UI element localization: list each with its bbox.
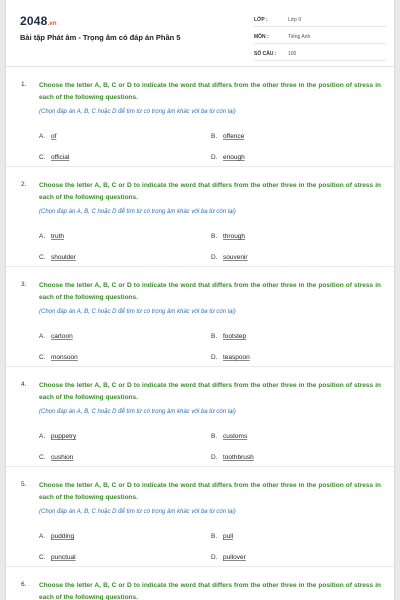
option-label: B. <box>211 133 218 140</box>
option-text: enough <box>223 154 245 161</box>
option-d[interactable] <box>211 154 245 161</box>
meta-row-subject <box>254 31 386 44</box>
option-text: offence <box>223 133 245 140</box>
option-a[interactable] <box>39 133 56 140</box>
option-text: teaspoon <box>223 354 250 361</box>
option-text: cushion <box>51 454 74 461</box>
logo-text: 2048 <box>20 14 48 28</box>
option-text: toothbrush <box>223 454 254 461</box>
question-hint: (Chọn đáp án A, B, C hoặc D để tìm từ có trọng âm khác với ba từ còn lại) <box>39 209 236 215</box>
option-text: cartoon <box>51 333 73 340</box>
question-prompt: Choose the letter A, B, C or D to indicate the word that differs from the other three in the position of stress in each of the following questions. <box>39 282 381 301</box>
document-page <box>6 0 394 600</box>
option-label: C. <box>39 254 46 261</box>
document-header <box>6 0 394 67</box>
option-label: D. <box>211 254 218 261</box>
question-item <box>6 467 394 567</box>
question-list <box>6 67 394 600</box>
option-label: C. <box>39 354 46 361</box>
option-label: C. <box>39 454 46 461</box>
option-label: D. <box>211 454 218 461</box>
option-label: D. <box>211 554 218 561</box>
option-b[interactable] <box>211 433 247 440</box>
option-label: A. <box>39 233 46 240</box>
question-item <box>6 267 394 367</box>
option-label: A. <box>39 433 46 440</box>
question-prompt: Choose the letter A, B, C or D to indicate the word that differs from the other three in the position of stress in each of the following questions. <box>39 82 381 101</box>
option-text: pudding <box>51 533 75 540</box>
meta-key: MÔN : <box>254 34 269 40</box>
option-label: B. <box>211 433 218 440</box>
option-label: C. <box>39 554 46 561</box>
option-b[interactable] <box>211 233 245 240</box>
question-hint: (Chọn đáp án A, B, C hoặc D để tìm từ có trọng âm khác với ba từ còn lại) <box>39 409 236 415</box>
option-label: A. <box>39 133 46 140</box>
option-a[interactable] <box>39 333 73 340</box>
question-item <box>6 367 394 467</box>
option-text: monsoon <box>51 354 78 361</box>
option-d[interactable] <box>211 454 254 461</box>
option-b[interactable] <box>211 333 246 340</box>
meta-key: SỐ CÂU : <box>254 51 277 57</box>
option-text: punctual <box>51 554 76 561</box>
option-text: pull <box>223 533 234 540</box>
option-text: truth <box>51 233 65 240</box>
question-number: 3. <box>21 281 27 288</box>
option-text: official <box>51 154 70 161</box>
option-text: through <box>223 233 246 240</box>
option-d[interactable] <box>211 554 246 561</box>
option-label: C. <box>39 154 46 161</box>
option-c[interactable] <box>39 354 78 361</box>
question-hint: (Chọn đáp án A, B, C hoặc D để tìm từ có trọng âm khác với ba từ còn lại) <box>39 309 236 315</box>
option-label: B. <box>211 533 218 540</box>
question-prompt: Choose the letter A, B, C or D to indicate the word that differs from the other three in the position of stress in each of the following questions. <box>39 382 381 401</box>
question-prompt: Choose the letter A, B, C or D to indicate the word that differs from the other three in the position of stress in each of the following questions. <box>39 582 381 600</box>
question-number: 6. <box>21 581 27 588</box>
option-text: footstep <box>223 333 247 340</box>
option-c[interactable] <box>39 154 69 161</box>
option-d[interactable] <box>211 354 250 361</box>
option-d[interactable] <box>211 254 248 261</box>
question-number: 4. <box>21 381 27 388</box>
option-text: shoulder <box>51 254 76 261</box>
question-item <box>6 167 394 267</box>
question-number: 1. <box>21 81 27 88</box>
option-a[interactable] <box>39 533 74 540</box>
page-title: Bài tập Phát âm - Trọng âm có đáp án Phần 5 <box>20 33 181 42</box>
option-label: A. <box>39 333 46 340</box>
option-a[interactable] <box>39 433 76 440</box>
option-text: pullover <box>223 554 246 561</box>
option-b[interactable] <box>211 133 244 140</box>
option-text: of <box>51 133 57 140</box>
option-text: puppetry <box>51 433 77 440</box>
option-c[interactable] <box>39 254 76 261</box>
question-prompt: Choose the letter A, B, C or D to indicate the word that differs from the other three in the position of stress in each of the following questions. <box>39 482 381 501</box>
meta-row-grade <box>254 14 386 27</box>
site-logo[interactable] <box>20 14 57 28</box>
option-c[interactable] <box>39 454 73 461</box>
meta-value: 100 <box>288 51 297 57</box>
option-b[interactable] <box>211 533 233 540</box>
question-item <box>6 567 394 600</box>
meta-key: LỚP : <box>254 17 268 23</box>
option-a[interactable] <box>39 233 64 240</box>
meta-info <box>254 14 386 65</box>
option-c[interactable] <box>39 554 76 561</box>
meta-value: Lớp 9 <box>288 17 302 23</box>
question-hint: (Chọn đáp án A, B, C hoặc D để tìm từ có trọng âm khác với ba từ còn lại) <box>39 509 236 515</box>
option-label: D. <box>211 354 218 361</box>
option-label: A. <box>39 533 46 540</box>
option-text: customs <box>223 433 248 440</box>
question-item <box>6 67 394 167</box>
option-text: souvenir <box>223 254 248 261</box>
meta-value: Tiếng Anh <box>288 34 311 40</box>
question-hint: (Chọn đáp án A, B, C hoặc D để tìm từ có trọng âm khác với ba từ còn lại) <box>39 109 236 115</box>
question-number: 5. <box>21 481 27 488</box>
logo-tld: .vn <box>47 21 57 27</box>
question-prompt: Choose the letter A, B, C or D to indicate the word that differs from the other three in the position of stress in each of the following questions. <box>39 182 381 201</box>
option-label: B. <box>211 233 218 240</box>
question-number: 2. <box>21 181 27 188</box>
option-label: D. <box>211 154 218 161</box>
option-label: B. <box>211 333 218 340</box>
meta-row-count <box>254 48 386 61</box>
